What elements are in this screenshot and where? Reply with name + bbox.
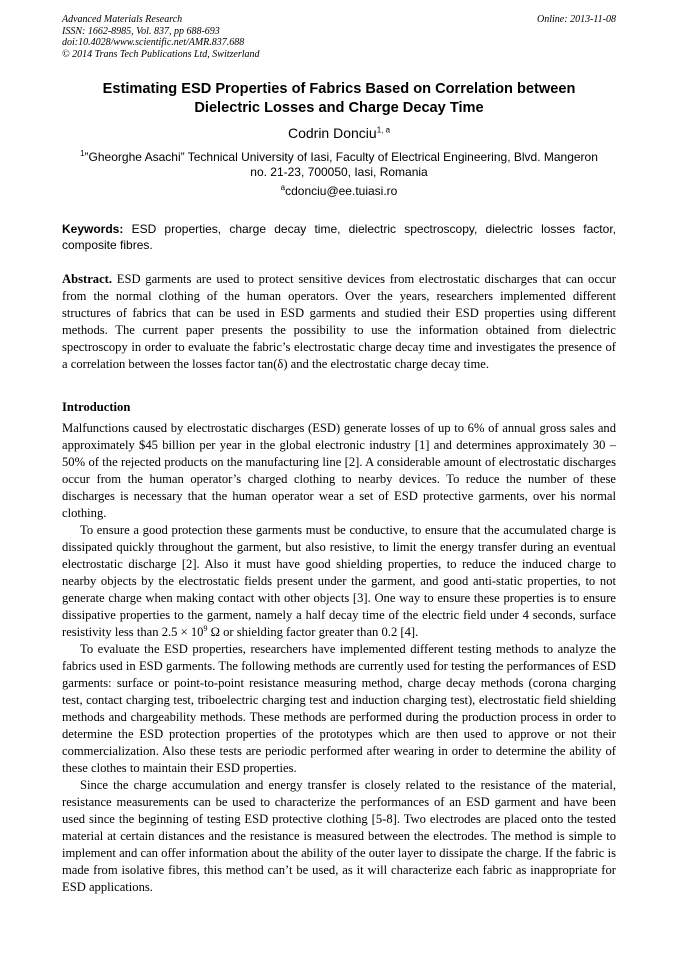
doi-line: doi:10.4028/www.scientific.net/AMR.837.688: [62, 37, 245, 48]
author-email-line: [62, 184, 616, 199]
keywords: [62, 221, 616, 253]
author-name: Codrin Donciu: [287, 125, 377, 141]
intro-paragraph-2: [62, 522, 616, 641]
abstract-label: Abstract.: [62, 272, 113, 286]
affiliation-superscript: 1: [80, 149, 85, 158]
title-line-1: Estimating ESD Properties of Fabrics Based on Correlation between: [102, 81, 576, 97]
introduction-body: [62, 420, 616, 896]
title-line-2: Dielectric Losses and Charge Decay Time: [194, 100, 484, 116]
affiliation-line-2: no. 21-23, 700050, Iasi, Romania: [250, 165, 428, 179]
intro-paragraph-4: Since the charge accumulation and energy transfer is closely related to the resistance of the material, resistance measurements can be used to characterize the performances of an ESD garment and have been used since the beginning of testing ESD protective clothing [5-8]. Two electrodes are placed onto the tested material at certain distances and the resistance is measured between the electrodes. The method is simple to implement and can offer information about the ability of the outer layer to dissipate the charge. If the fabric is made from isolative fibres, this method can’t be used, as it will characterize each fabric as inappropriate for ESD applications.: [62, 778, 616, 894]
abstract-text: ESD garments are used to protect sensitive devices from electrostatic discharges that can occur from the normal clothing of the human operators. Over the years, researchers implemented different structures of fabrics that can be used in ESD garments and studied their ESD properties using different methods. The current paper presents the possibility to use the information obtained from dielectric spectroscopy in order to evaluate the fabric’s electrostatic charge decay time and investigates the presence of a correlation between the losses factor tan(δ) and the electrostatic charge decay time.: [62, 272, 616, 371]
section-heading-introduction: Introduction: [62, 400, 131, 414]
abstract: [62, 271, 616, 373]
intro-paragraph-2-part-a: To ensure a good protection these garments must be conductive, to ensure that the accumulated charge is dissipated quickly throughout the garment, but also resistive, to limit the energy transfer during an eventual electrostatic discharge [2]. Also it must have good shielding properties, to reduce the induced charge to nearby objects by the electrostatic fields present under the garment, and good anti-static properties, to not generate charge when making contact with other objects [3]. One way to ensure these properties is to ensure dissipative properties to the garment, namely a half decay time of the electric field under 4 seconds, surface resistivity less than 2.5 × 10: [62, 523, 616, 639]
author-line: [62, 124, 616, 142]
intro-paragraph-1: Malfunctions caused by electrostatic discharges (ESD) generate losses of up to 6% of annual gross sales and approximately $45 billion per year in the global electronic industry [1] and determines approximately 30 – 50% of the rejected products on the manufacturing line [2]. A considerable amount of electrostatic discharges occur from the human operator’s charged clothing to nearby devices. To reduce the number of these discharges is necessary that the human operator wear a set of ESD protective garments, over his normal clothing.: [62, 421, 616, 520]
email-superscript: a: [280, 183, 286, 192]
author-email: cdonciu@ee.tuiasi.ro: [285, 184, 398, 198]
intro-paragraph-2-part-b: Ω or shielding factor greater than 0.2 [4].: [207, 625, 419, 639]
keywords-text: ESD properties, charge decay time, dielectric spectroscopy, dielectric losses factor, composite fibres.: [62, 222, 616, 252]
keywords-label: Keywords:: [62, 222, 124, 236]
paper-title: [62, 80, 616, 118]
journal-name: Advanced Materials Research: [62, 14, 183, 25]
online-date: Online: 2013-11-08: [537, 14, 616, 25]
copyright-line: © 2014 Trans Tech Publications Ltd, Switzerland: [62, 48, 260, 60]
author-superscript: 1, a: [376, 125, 391, 135]
issn-line: ISSN: 1662-8985, Vol. 837, pp 688-693: [62, 25, 220, 37]
journal-header: [62, 14, 616, 60]
affiliation-line-1: ”Gheorghe Asachi” Technical University of Iasi, Faculty of Electrical Engineering, Blvd. Mangeron: [84, 150, 598, 164]
affiliation: [62, 150, 616, 180]
exponent-superscript: 9: [203, 623, 208, 633]
intro-paragraph-3: To evaluate the ESD properties, researchers have implemented different testing methods to analyze the fabrics used in ESD garments. The following methods are currently used for testing the performances of ESD garments: surface or point-to-point resistance measuring method, charge decay methods (corona charging test, contact charging test, triboelectric charging test and induction charging test), electrostatic field shielding methods and chargeability methods. These methods are performed during the production process in order to determine the ESD protection properties of the prototypes which are then used to approve or not their commercialization. Also these tests are periodic performed after wearing in order to determine the ability of these clothes to maintain their ESD properties.: [62, 642, 616, 775]
